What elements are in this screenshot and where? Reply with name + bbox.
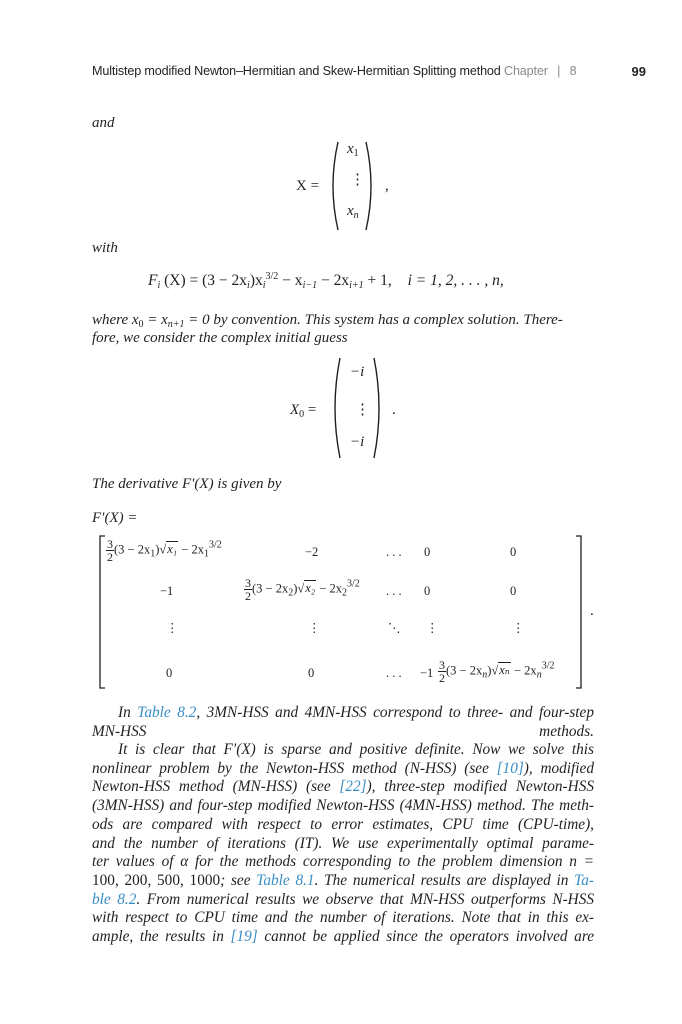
link-ref-22[interactable]: [22] <box>339 778 367 796</box>
x-vector-comma: , <box>385 178 389 194</box>
paragraph-2-line-1: It is clear that F′(X) is sparse and positive definite. Now we solve this <box>118 741 594 758</box>
paragraph-2-line-3: Newton-HSS method (MN-HSS) (see [22]), three-step modified Newton-HSS <box>92 778 594 796</box>
x-vector-dots: ⋮ <box>350 172 365 188</box>
matrix-cell-r2c4: 0 <box>424 584 431 598</box>
equation-f-i: $F_i$ $(X) = (3 - 2x_i)x_i^{3/2} - x_{i-1} - 2x_{i+1} + 1$, i = 1, 2, . . . , n, <box>148 271 504 291</box>
page-number: 99 <box>631 64 646 79</box>
where-line-1: where $x_0 = x_{n+1} = 0$ by convention. This system has a complex solution. There- <box>92 312 563 330</box>
paragraph-1-line-1: In Table 8.2, 3MN-HSS and 4MN-HSS correspond to three- and four-step <box>118 704 594 721</box>
word-with: with <box>92 240 118 256</box>
link-table-8-1[interactable]: Table 8.1 <box>256 871 315 889</box>
matrix-cell-r4c5: $\frac{3}{2}$ $(3 - 2x_n)√x_n - 2x_n^{3/2}$ <box>439 658 555 685</box>
x0-vector-top: −i <box>350 364 365 380</box>
running-header <box>92 64 646 84</box>
paragraph-2-line-9: ble 8.2. From numerical results we observe that MN-HSS outperforms N-HSS <box>92 890 595 908</box>
paragraph-2-line-10: with respect to CPU time and the number of iterations. Note that in this ex- <box>92 909 594 927</box>
paragraph-2-line-2: nonlinear problem by the Newton-HSS method (N-HSS) (see [10]), modified <box>92 759 594 777</box>
matrix-vdots-c2: ⋮ <box>308 621 321 635</box>
matrix-cell-r2c1: −1 <box>160 584 174 598</box>
link-table-8-2-wrap-start[interactable]: Ta- <box>574 871 595 889</box>
x0-vector-period: . <box>392 402 396 418</box>
matrix-period: . <box>590 603 594 619</box>
paragraph-2-line-11: ample, the results in [19] cannot be applied since the operators involved are <box>92 928 594 946</box>
matrix-ddots: ⋱ <box>388 621 401 635</box>
fprime-label: F′(X) = <box>92 510 138 526</box>
x0-vector-dots: ⋮ <box>355 402 370 418</box>
x-vector-bottom: $x_n$ <box>347 203 359 221</box>
matrix-cell-r4c2: 0 <box>308 666 315 680</box>
x-vector-top: $x_1$ <box>347 141 359 159</box>
matrix-cell-r4c4: −1 <box>420 666 434 680</box>
derivative-sentence: The derivative F′(X) is given by <box>92 476 282 492</box>
matrix-cell-r1c1: $\frac{3}{2}$ $(3 - 2x_1)√x_1 - 2x_1^{3/2}$ <box>107 537 222 564</box>
x0-vector-lhs: $X_0$ = <box>290 402 317 420</box>
matrix-cell-r1c4: 0 <box>424 545 431 559</box>
matrix-cell-r4c1: 0 <box>166 666 173 680</box>
paragraph-2-line-5: ods are compared with respect to error estimates, CPU time (CPU-time), <box>92 815 594 833</box>
link-table-8-2-wrap-end[interactable]: ble 8.2 <box>92 890 137 908</box>
paragraph-2-line-8: 100, 200, 500, 1000; see Table 8.1. The numerical results are displayed in Ta- <box>92 871 595 889</box>
matrix-cell-r2c2: $\frac{3}{2}$ $(3 - 2x_2)√x_2 - 2x_2^{3/2}$ <box>245 576 360 603</box>
matrix-cell-r1c3: . . . <box>386 545 402 559</box>
paragraph-1 <box>92 704 594 741</box>
header-chapter-label: Chapter <box>504 64 548 78</box>
paragraph-1-line-2: MN-HSS methods. <box>92 722 594 740</box>
matrix-cell-r2c3: . . . <box>386 584 402 598</box>
header-title: Multistep modified Newton–Hermitian and Skew-Hermitian Splitting method <box>92 64 501 78</box>
paragraph-2 <box>92 741 594 947</box>
matrix-vdots-c5: ⋮ <box>512 621 525 635</box>
where-line-2: fore, we consider the complex initial guess <box>92 330 348 346</box>
matrix-cell-r4c3: . . . <box>386 666 402 680</box>
matrix-vdots-c4: ⋮ <box>426 621 439 635</box>
x-vector-lhs: X = <box>296 178 320 194</box>
link-ref-10[interactable]: [10] <box>496 759 524 777</box>
x0-vector-bottom: −i <box>350 434 365 450</box>
link-ref-19[interactable]: [19] <box>230 928 258 946</box>
header-separator: | <box>557 64 561 78</box>
word-and: and <box>92 115 115 131</box>
header-chapter-number: 8 <box>569 64 577 78</box>
paragraph-2-line-6: and the number of iterations (IT). We use experimentally optimal parame- <box>92 834 594 852</box>
paragraph-2-line-4: (3MN-HSS) and four-step modified Newton-HSS (4MN-HSS) method. The meth- <box>92 797 594 815</box>
link-table-8-2[interactable]: Table 8.2 <box>137 704 197 721</box>
matrix-cell-r1c5: 0 <box>510 545 517 559</box>
jacobian-matrix <box>98 532 588 692</box>
matrix-cell-r1c2: −2 <box>305 545 319 559</box>
matrix-cell-r2c5: 0 <box>510 584 517 598</box>
matrix-vdots-c1: ⋮ <box>166 621 179 635</box>
paragraph-2-line-7: ter values of α for the methods corresponding to the problem dimension n = <box>92 853 594 871</box>
